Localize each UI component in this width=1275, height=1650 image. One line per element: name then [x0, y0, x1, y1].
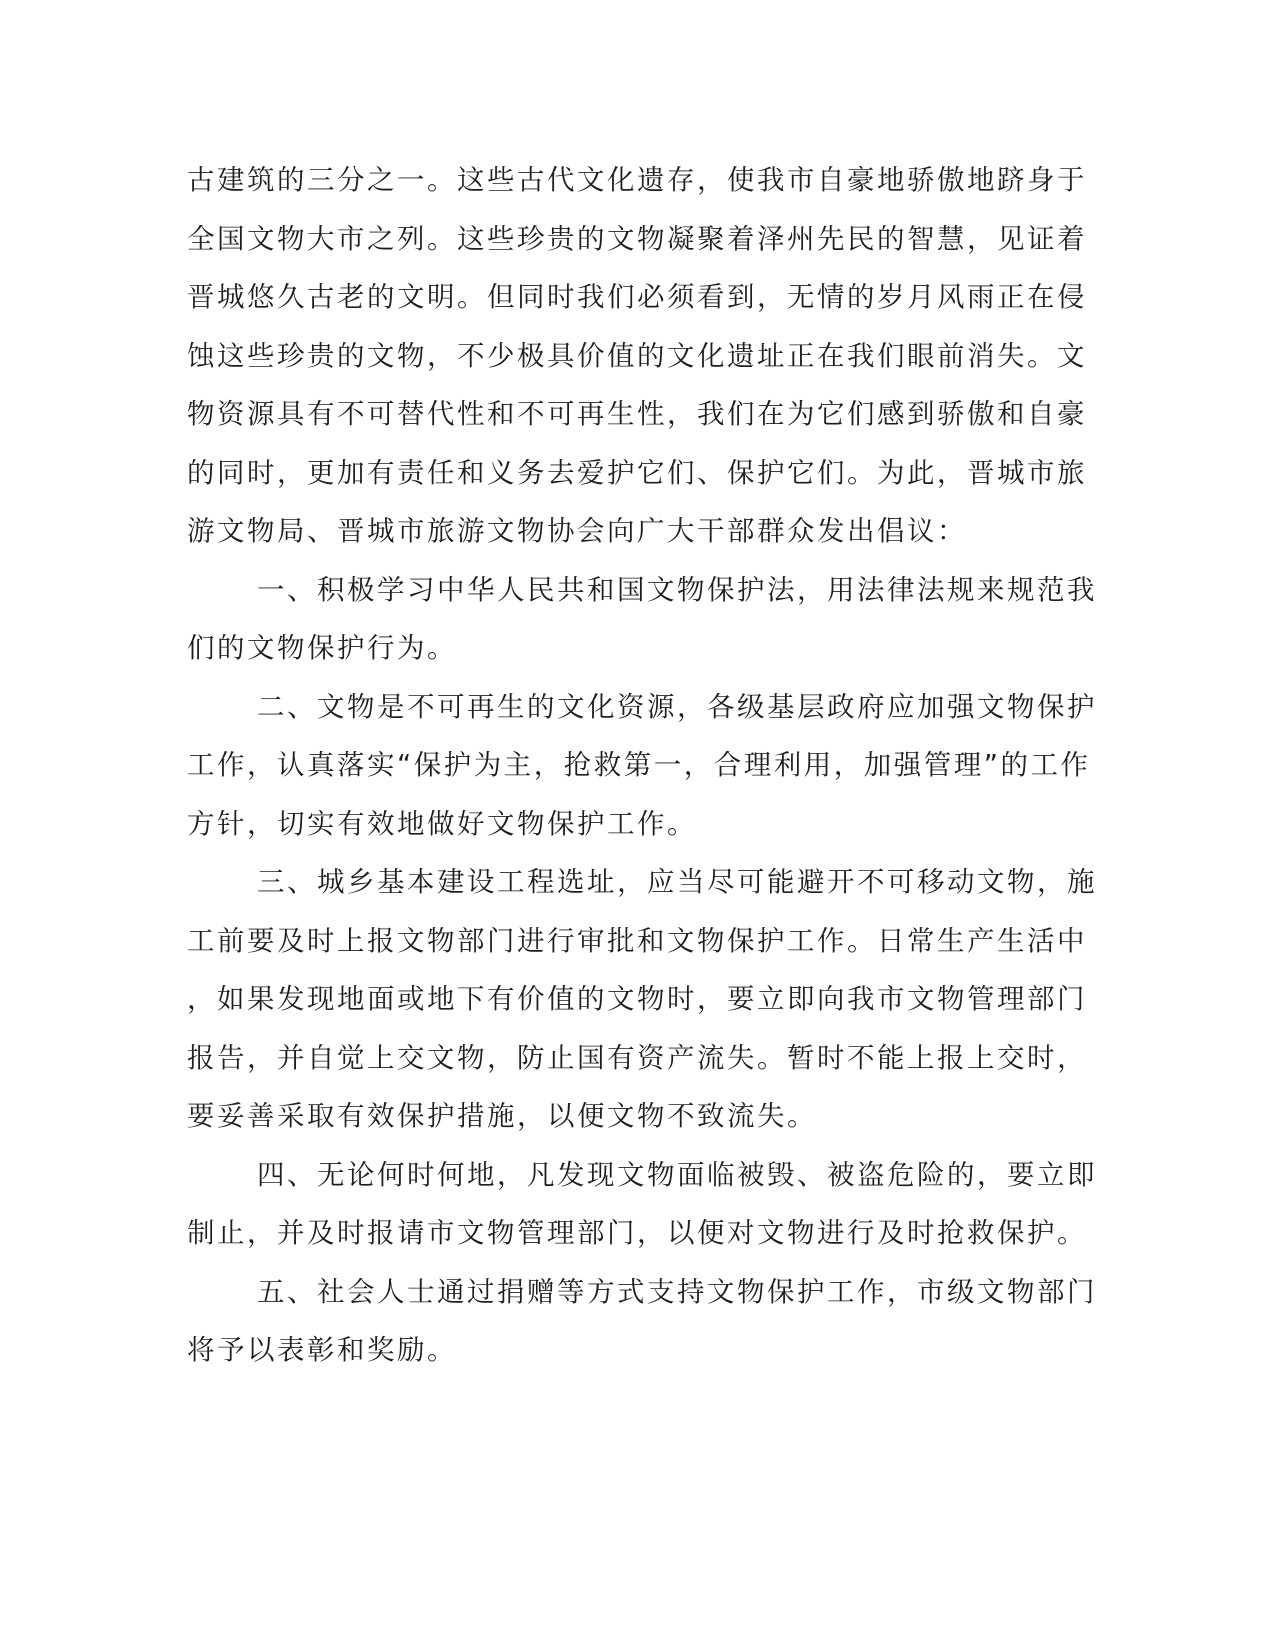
- paragraph-first-line: 一、积极学习中华人民共和国文物保护法，用法律法规来规范我: [257, 573, 1097, 606]
- text-line: 晋城悠久古老的文明。但同时我们必须看到，无情的岁月风雨正在侵: [187, 281, 1087, 313]
- text-line: 制止，并及时报请市文物管理部门，以便对文物进行及时抢救保护。: [187, 1217, 1087, 1249]
- text-line: 的同时，更加有责任和义务去爱护它们、保护它们。为此，晋城市旅: [187, 456, 1087, 489]
- text-line: 全国文物大市之列。这些珍贵的文物凝聚着泽州先民的智慧，见证着: [187, 222, 1087, 255]
- text-line: 工作，认真落实“保护为主，抢救第一，合理利用，加强管理”的工作: [187, 749, 1091, 781]
- paragraph-first-line: 四、无论何时何地，凡发现文物面临被毁、被盗危险的，要立即: [257, 1158, 1097, 1191]
- paragraph-first-line: 二、文物是不可再生的文化资源，各级基层政府应加强文物保护: [257, 690, 1097, 723]
- text-line: ，如果发现地面或地下有价值的文物时，要立即向我市文物管理部门: [187, 983, 1087, 1015]
- text-line: 报告，并自觉上交文物，防止国有资产流失。暂时不能上报上交时，: [187, 1041, 1087, 1074]
- text-line: 要妥善采取有效保护措施，以便文物不致流失。: [187, 1100, 817, 1132]
- text-line: 蚀这些珍贵的文物，不少极具价值的文化遗址正在我们眼前消失。文: [187, 339, 1087, 372]
- text-line: 物资源具有不可替代性和不可再生性，我们在为它们感到骄傲和自豪: [187, 398, 1087, 430]
- text-line: 将予以表彰和奖励。: [187, 1334, 457, 1366]
- text-line: 古建筑的三分之一。这些古代文化遗存，使我市自豪地骄傲地跻身于: [187, 164, 1087, 196]
- paragraph-first-line: 三、城乡基本建设工程选址，应当尽可能避开不可移动文物，施: [257, 866, 1097, 898]
- text-line: 们的文物保护行为。: [187, 632, 457, 664]
- paragraph-first-line: 五、社会人士通过捐赠等方式支持文物保护工作，市级文物部门: [257, 1275, 1097, 1308]
- text-line: 方针，切实有效地做好文物保护工作。: [187, 807, 697, 840]
- text-line: 工前要及时上报文物部门进行审批和文物保护工作。日常生产生活中: [187, 924, 1087, 957]
- text-line: 游文物局、晋城市旅游文物协会向广大干部群众发出倡议：: [187, 515, 967, 547]
